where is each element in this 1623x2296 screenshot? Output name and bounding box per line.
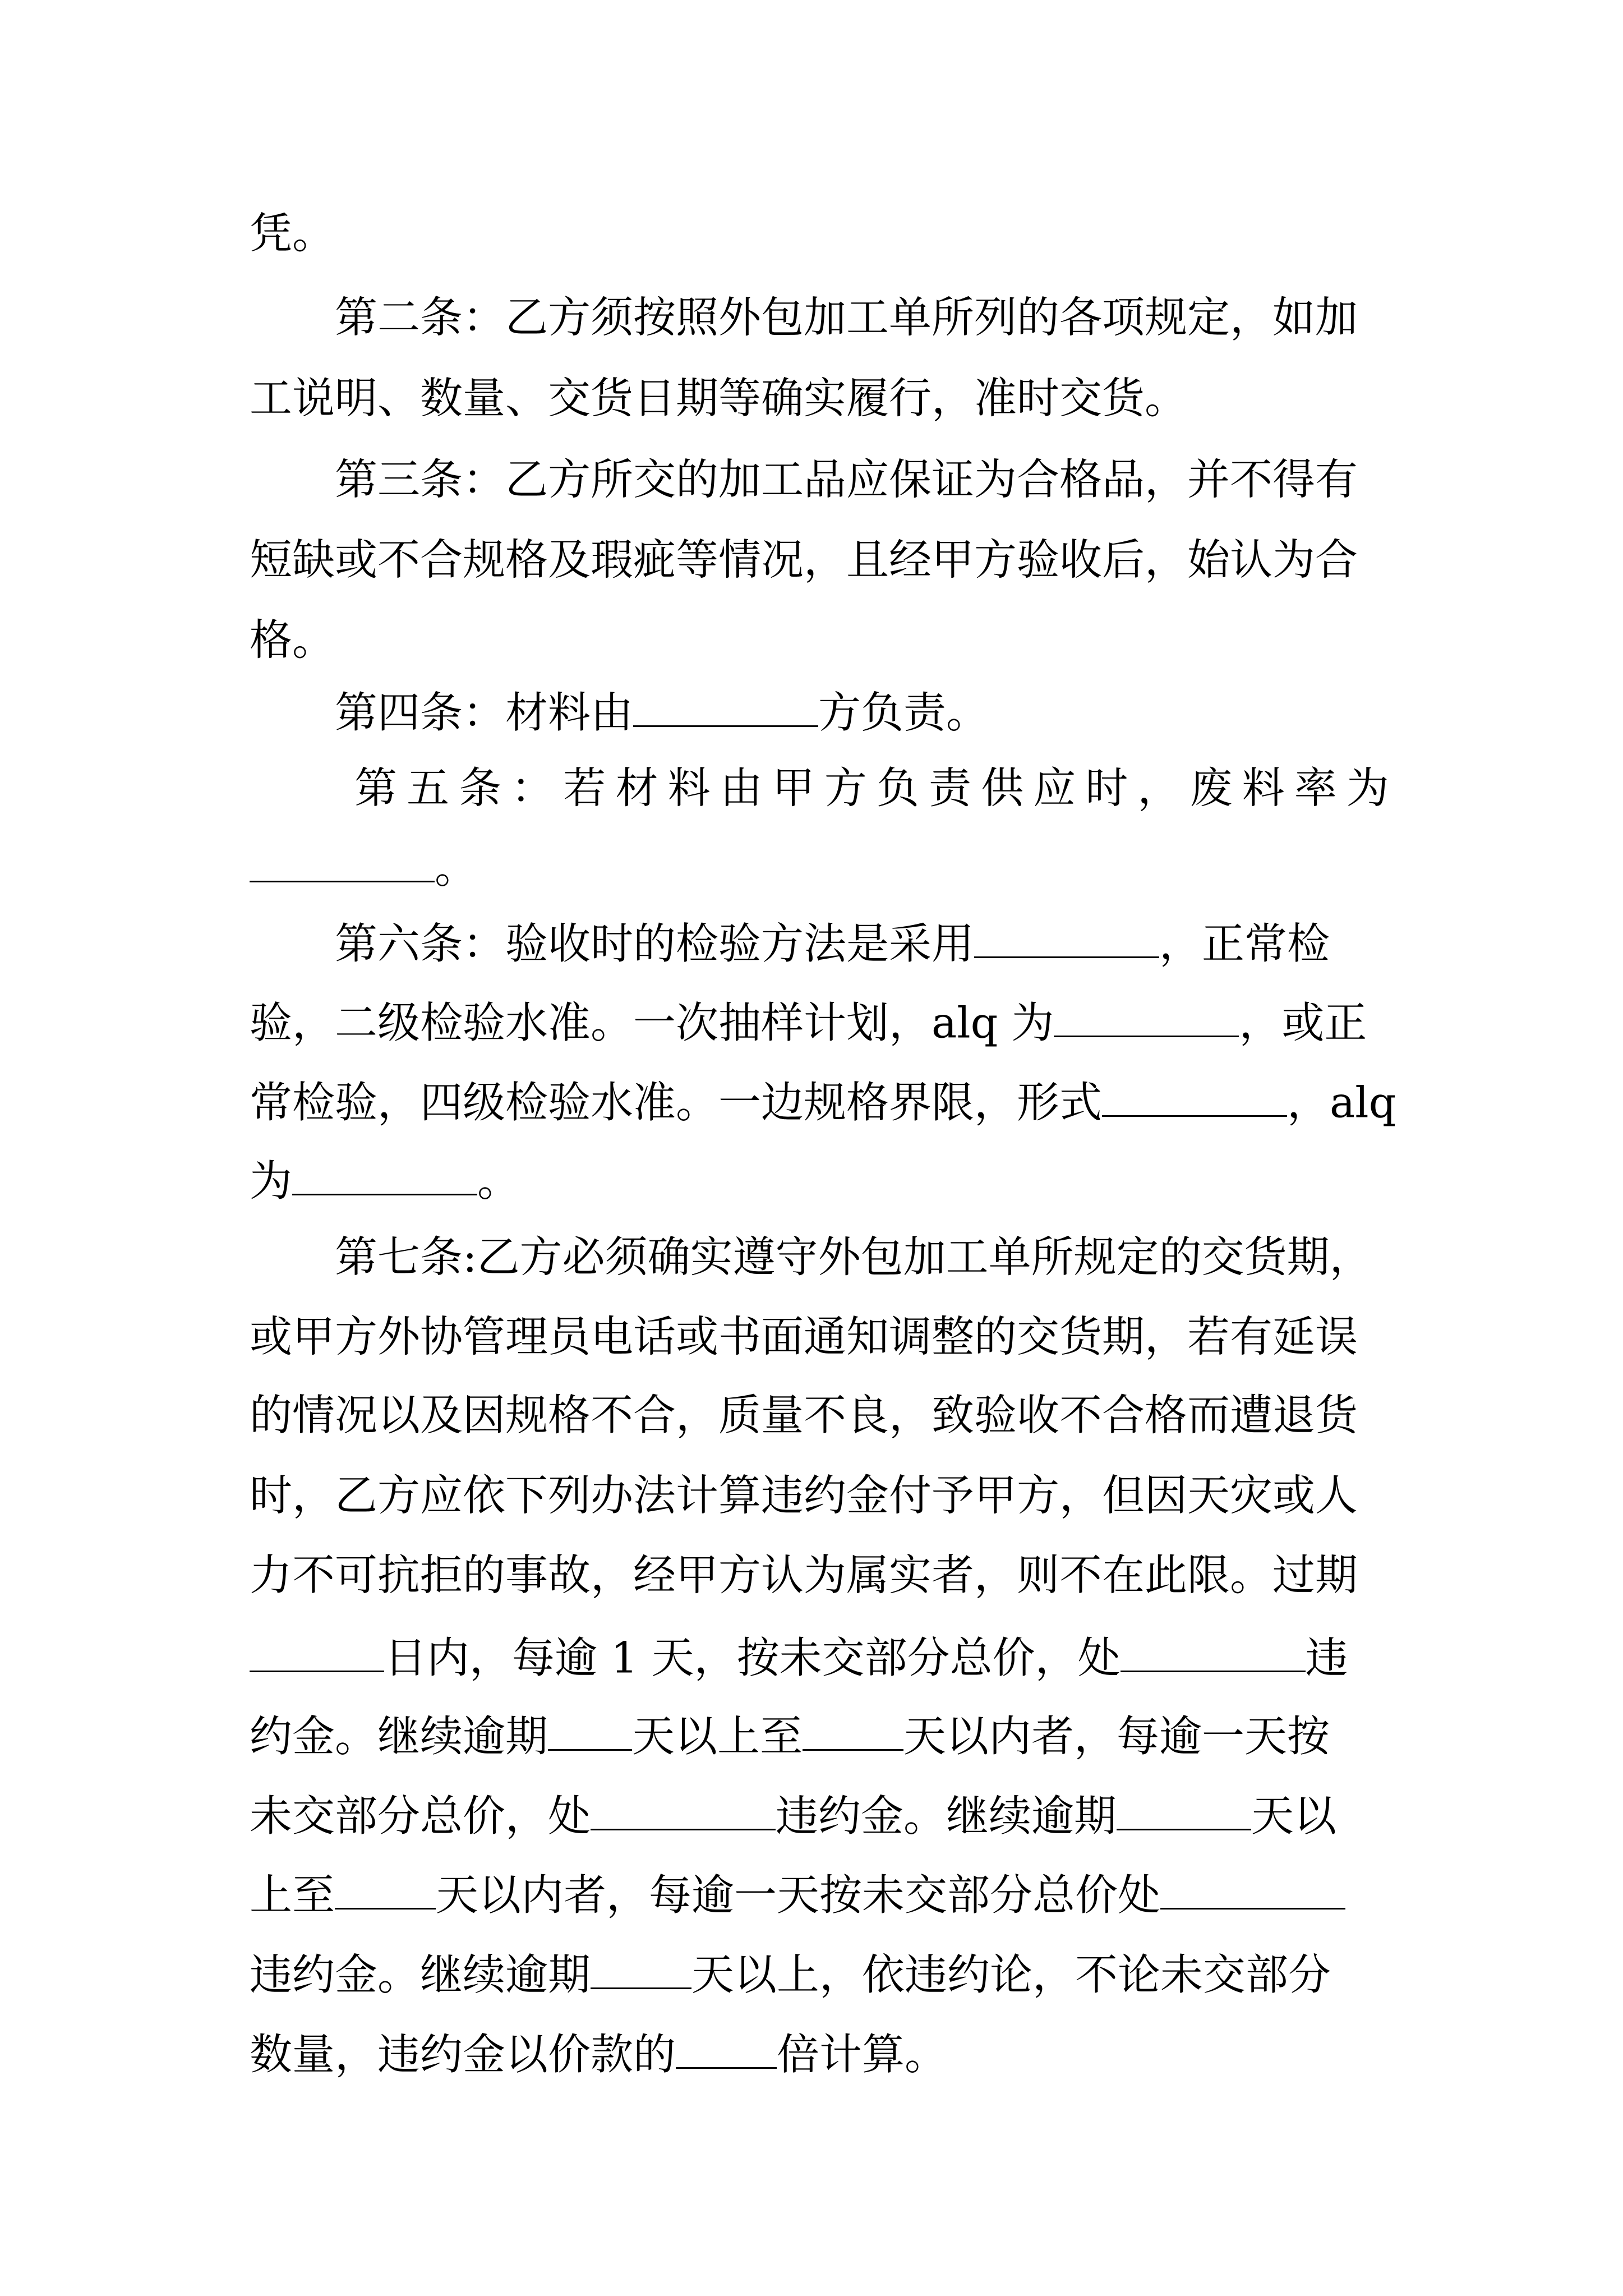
clause-6-line-2 xyxy=(250,997,1367,1048)
clause-6-text-a: 第六条：验收时的检验方法是采用 xyxy=(335,918,974,969)
clause-7-text-h: 天以 xyxy=(1251,1791,1336,1841)
fill-blank-waste-rate[interactable] xyxy=(250,843,435,882)
clause-4-text-b: 方负责。 xyxy=(818,687,989,738)
clause-7-text-c: 约金。继续逾期 xyxy=(250,1711,548,1761)
clause-5-char: 料 xyxy=(1242,763,1285,813)
fill-blank-days-2[interactable] xyxy=(548,1711,632,1751)
fill-blank-penalty-1[interactable] xyxy=(1121,1632,1306,1672)
clause-7-line-11 xyxy=(250,2029,947,2079)
clause-2-line-2: 工说明、数量、交货日期等确实履行，准时交货。 xyxy=(250,373,1187,423)
clause-5-char: 若 xyxy=(563,763,606,813)
clause-5-char: 供 xyxy=(981,763,1024,813)
clause-3-line-3: 格。 xyxy=(250,615,335,665)
clause-5-char: 方 xyxy=(824,763,867,813)
clause-5-char: 五 xyxy=(407,763,450,813)
clause-7-text-m: 数量，违约金以价款的 xyxy=(250,2029,676,2079)
fill-blank-days-5[interactable] xyxy=(335,1870,436,1910)
clause-7-line-2: 或甲方外协管理员电话或书面通知调整的交货期，若有延误 xyxy=(250,1312,1358,1361)
clause-6-line-4 xyxy=(250,1156,520,1206)
clause-3-line-1: 第三条：乙方所交的加工品应保证为合格品，并不得有 xyxy=(335,454,1358,504)
clause-6-text-c: 验，二级检验水准。一次抽样计划，alq 为 xyxy=(250,997,1054,1048)
clause-5-text-end: 。 xyxy=(435,843,477,893)
clause-7-text-g: 违约金。继续逾期 xyxy=(776,1791,1117,1841)
clause-5-char: 率 xyxy=(1294,763,1337,813)
fill-blank-days-1[interactable] xyxy=(250,1632,384,1672)
clause-7-text-l: 天以上，依违约论，不论未交部分 xyxy=(691,1949,1331,2000)
fill-blank-penalty-3[interactable] xyxy=(1160,1870,1345,1910)
clause-2-line-1: 第二条：乙方须按照外包加工单所列的各项规定，如加 xyxy=(335,292,1358,342)
clause-5-char: 废 xyxy=(1189,763,1233,813)
fill-blank-days-3[interactable] xyxy=(803,1711,903,1751)
clause-5-char: 由 xyxy=(720,763,763,813)
fill-blank-alq-2[interactable] xyxy=(292,1156,477,1195)
clause-7-line-5: 力不可抗拒的事故，经甲方认为属实者，则不在此限。过期 xyxy=(250,1550,1358,1600)
fill-blank-multiplier[interactable] xyxy=(676,2029,777,2069)
clause-7-line-1: 第七条:乙方必须确实遵守外包加工单所规定的交货期， xyxy=(335,1232,1372,1282)
fill-blank-days-6[interactable] xyxy=(591,1949,691,1989)
clause-7-text-b: 违 xyxy=(1305,1632,1348,1683)
clause-7-text-e: 天以内者，每逾一天按 xyxy=(903,1711,1330,1761)
text-line-1: 凭。 xyxy=(250,208,335,258)
clause-7-line-6 xyxy=(250,1632,1348,1683)
clause-5-char: 为 xyxy=(1346,763,1389,813)
clause-6-text-f: ，alq xyxy=(1287,1077,1396,1128)
clause-5-char: 材 xyxy=(615,763,658,813)
clause-7-text-j: 天以内者，每逾一天按未交部分总价处 xyxy=(436,1870,1160,1920)
clause-7-line-4: 时，乙方应依下列办法计算违约金付予甲方，但因天灾或人 xyxy=(250,1470,1358,1520)
clause-5-char: 第 xyxy=(354,763,397,813)
clause-7-text-d: 天以上至 xyxy=(632,1711,803,1761)
clause-7-text-k: 违约金。继续逾期 xyxy=(250,1949,591,2000)
clause-4-line-1 xyxy=(335,687,989,738)
clause-6-text-d: ，或正 xyxy=(1239,997,1367,1048)
fill-blank-form[interactable] xyxy=(1102,1077,1287,1117)
clause-5-line-2 xyxy=(250,843,477,893)
clause-3-line-2: 短缺或不合规格及瑕疵等情况，且经甲方验收后，始认为合 xyxy=(250,535,1358,585)
clause-5-char: ， xyxy=(1137,763,1181,813)
clause-5-char: ： xyxy=(511,763,554,813)
clause-7-text-a: 日内，每逾 1 天，按未交部分总价，处 xyxy=(384,1632,1121,1683)
clause-6-line-3 xyxy=(250,1077,1396,1128)
clause-5-char: 时 xyxy=(1085,763,1128,813)
clause-6-line-1 xyxy=(335,918,1330,969)
clause-5-char: 甲 xyxy=(772,763,815,813)
clause-7-text-i: 上至 xyxy=(250,1870,335,1920)
clause-5-char: 应 xyxy=(1033,763,1076,813)
clause-5-line-1 xyxy=(354,763,1389,813)
clause-7-line-8 xyxy=(250,1791,1336,1841)
clause-7-line-3: 的情况以及因规格不合，质量不良，致验收不合格而遭退货 xyxy=(250,1390,1358,1440)
clause-7-text-f: 未交部分总价，处 xyxy=(250,1791,591,1841)
clause-5-char: 条 xyxy=(459,763,502,813)
clause-7-line-10 xyxy=(250,1949,1331,2000)
clause-6-text-g: 为 xyxy=(250,1156,292,1206)
clause-7-line-9 xyxy=(250,1870,1345,1920)
clause-7-text-n: 倍计算。 xyxy=(777,2029,947,2079)
fill-blank-alq-1[interactable] xyxy=(1054,997,1239,1037)
clause-7-line-7 xyxy=(250,1711,1330,1761)
fill-blank-inspection-method[interactable] xyxy=(974,918,1159,958)
fill-blank-penalty-2[interactable] xyxy=(591,1791,776,1830)
clause-4-text-a: 第四条：材料由 xyxy=(335,687,633,738)
clause-6-text-h: 。 xyxy=(477,1156,520,1206)
fill-blank-material-party[interactable] xyxy=(633,687,818,727)
clause-6-text-e: 常检验，四级检验水准。一边规格界限，形式 xyxy=(250,1077,1102,1128)
clause-5-char: 料 xyxy=(667,763,711,813)
clause-5-char: 责 xyxy=(929,763,972,813)
clause-6-text-b: ，正常检 xyxy=(1159,918,1330,969)
fill-blank-days-4[interactable] xyxy=(1117,1791,1251,1830)
clause-5-char: 负 xyxy=(876,763,919,813)
